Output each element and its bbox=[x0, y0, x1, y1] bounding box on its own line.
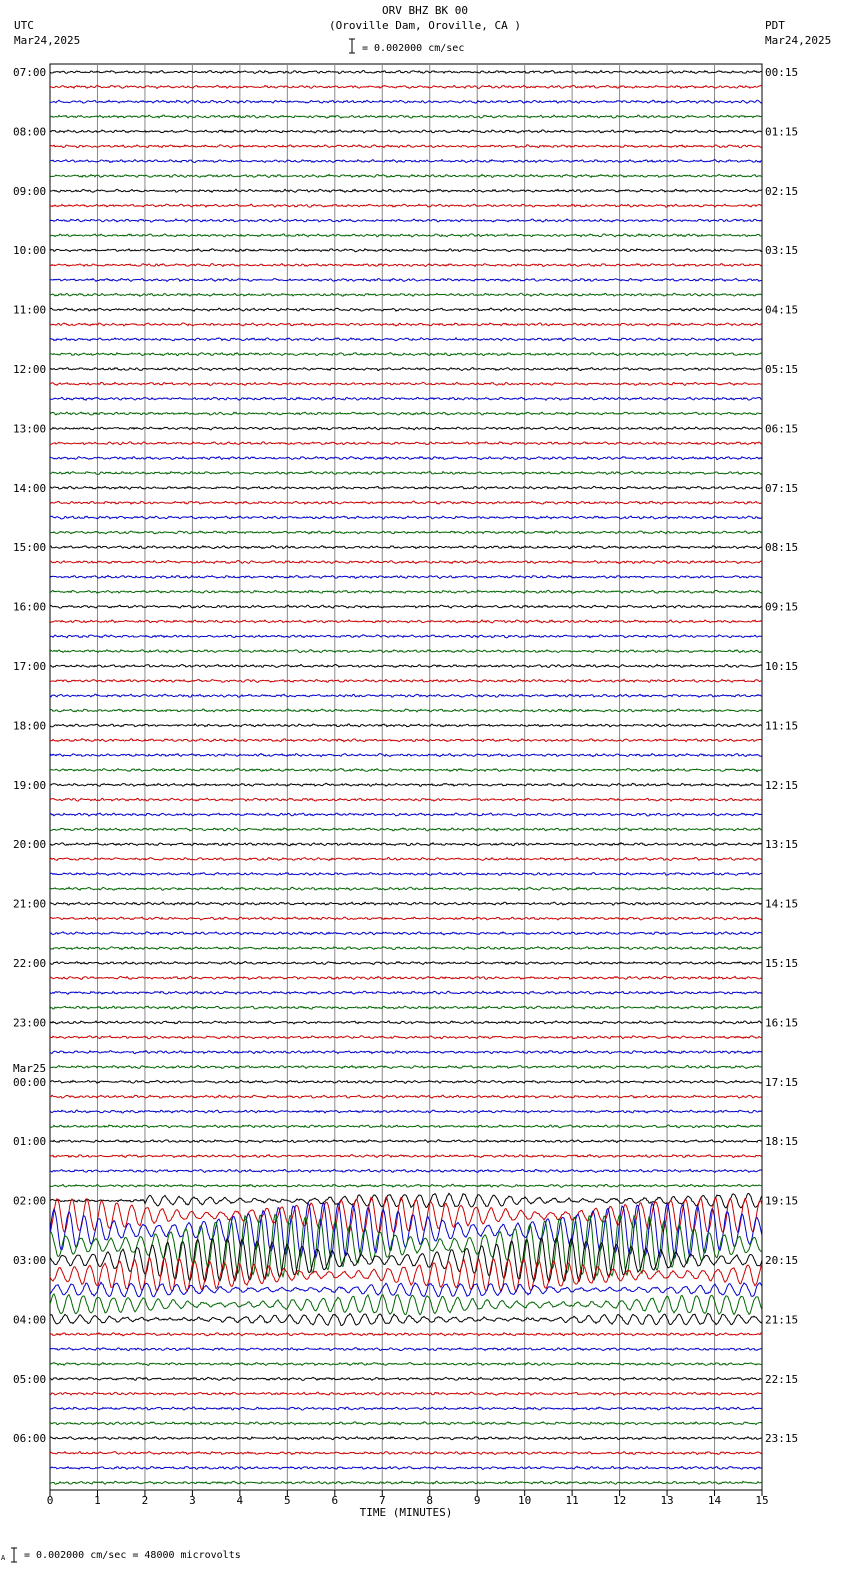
trace-line bbox=[50, 1481, 762, 1484]
trace-line bbox=[50, 1466, 762, 1469]
trace-line bbox=[50, 219, 762, 222]
trace-line bbox=[50, 1169, 762, 1172]
trace-line bbox=[50, 1437, 762, 1440]
trace-line bbox=[50, 338, 762, 341]
trace-line bbox=[50, 561, 762, 564]
utc-hour-label: 09:00 bbox=[13, 184, 47, 198]
x-tick-label: 12 bbox=[612, 1494, 627, 1507]
trace-line bbox=[50, 160, 762, 163]
x-tick-label: 11 bbox=[565, 1494, 579, 1507]
x-tick-label: 7 bbox=[378, 1494, 386, 1507]
trace-line bbox=[50, 189, 762, 192]
x-axis bbox=[47, 1490, 769, 1519]
pdt-hour-label: 23:15 bbox=[765, 1432, 799, 1446]
pdt-hour-label: 19:15 bbox=[765, 1194, 799, 1208]
trace-line bbox=[50, 798, 762, 801]
trace-line bbox=[50, 70, 762, 73]
trace-line bbox=[50, 991, 762, 994]
right-date: Mar24,2025 bbox=[765, 34, 832, 47]
trace-line bbox=[50, 145, 762, 148]
trace-line bbox=[50, 486, 762, 489]
trace-line bbox=[50, 783, 762, 786]
trace-line bbox=[50, 1313, 762, 1325]
trace-line bbox=[50, 1140, 762, 1143]
x-tick-label: 2 bbox=[141, 1494, 149, 1507]
trace-line bbox=[50, 471, 762, 474]
trace-line bbox=[50, 174, 762, 177]
x-tick-label: 9 bbox=[473, 1494, 481, 1507]
trace-line bbox=[50, 679, 762, 682]
x-tick-label: 1 bbox=[94, 1494, 101, 1507]
left-date: Mar24,2025 bbox=[14, 34, 81, 47]
pdt-hour-label: 20:15 bbox=[765, 1254, 799, 1267]
trace-line bbox=[50, 1294, 762, 1315]
utc-hour-label: 08:00 bbox=[13, 125, 47, 139]
trace-line bbox=[50, 575, 762, 578]
trace-line bbox=[50, 264, 762, 267]
x-tick-label: 8 bbox=[426, 1494, 434, 1507]
pdt-hour-label: 00:15 bbox=[765, 66, 799, 79]
utc-hour-label: 04:00 bbox=[13, 1313, 47, 1327]
x-tick-label: 0 bbox=[46, 1494, 54, 1507]
utc-hour-label: 19:00 bbox=[13, 778, 47, 792]
trace-line bbox=[50, 754, 762, 757]
pdt-hour-label: 16:15 bbox=[765, 1016, 799, 1030]
pdt-hour-label: 18:15 bbox=[765, 1135, 799, 1149]
utc-hour-label: 02:00 bbox=[13, 1194, 47, 1208]
x-tick-label: 3 bbox=[189, 1494, 196, 1507]
utc-hour-label: 23:00 bbox=[13, 1016, 47, 1030]
scale-label: = 0.002000 cm/sec bbox=[362, 43, 465, 54]
trace-line bbox=[50, 1095, 762, 1098]
trace-line bbox=[50, 1282, 762, 1296]
scale-bar-icon bbox=[349, 39, 355, 53]
trace-line bbox=[50, 204, 762, 207]
trace-line bbox=[50, 85, 762, 88]
pdt-hour-label: 03:15 bbox=[765, 244, 799, 258]
pdt-hour-label: 08:15 bbox=[765, 541, 799, 555]
utc-hour-label: 17:00 bbox=[13, 660, 47, 673]
right-timezone: PDT bbox=[765, 19, 785, 32]
trace-line bbox=[50, 115, 762, 118]
trace-line bbox=[50, 858, 762, 861]
trace-line bbox=[50, 323, 762, 326]
trace-line bbox=[50, 605, 762, 608]
trace-line bbox=[50, 1065, 762, 1068]
pdt-hour-label: 12:15 bbox=[765, 778, 799, 792]
utc-hour-labels bbox=[13, 66, 46, 1445]
x-tick-label: 10 bbox=[518, 1494, 532, 1507]
trace-line bbox=[50, 650, 762, 653]
trace-line bbox=[50, 397, 762, 400]
trace-line bbox=[50, 1377, 762, 1380]
utc-hour-label: 16:00 bbox=[13, 600, 47, 614]
trace-line bbox=[50, 1193, 762, 1208]
x-tick-label: 14 bbox=[707, 1494, 722, 1507]
trace-line bbox=[50, 382, 762, 385]
pdt-hour-label: 09:15 bbox=[765, 600, 799, 614]
trace-line bbox=[50, 457, 762, 460]
trace-line bbox=[50, 427, 762, 430]
pdt-hour-label: 17:15 bbox=[765, 1075, 799, 1089]
trace-line bbox=[50, 590, 762, 593]
trace-line bbox=[50, 1422, 762, 1425]
utc-hour-label: 14:00 bbox=[13, 481, 47, 495]
pdt-hour-label: 22:15 bbox=[765, 1372, 799, 1386]
pdt-hour-label: 04:15 bbox=[765, 303, 799, 317]
trace-line bbox=[50, 249, 762, 252]
trace-line bbox=[50, 442, 762, 445]
pdt-hour-label: 01:15 bbox=[765, 125, 799, 139]
pdt-hour-label: 02:15 bbox=[765, 184, 799, 198]
trace-line bbox=[50, 1452, 762, 1455]
trace-line bbox=[50, 278, 762, 281]
trace-line bbox=[50, 769, 762, 772]
pdt-hour-label: 11:15 bbox=[765, 719, 799, 733]
utc-hour-label: 05:00 bbox=[13, 1372, 47, 1386]
utc-hour-label: 21:00 bbox=[13, 897, 47, 911]
utc-hour-label: 12:00 bbox=[13, 363, 47, 376]
trace-line bbox=[50, 1125, 762, 1128]
utc-hour-label: 20:00 bbox=[13, 838, 47, 852]
pdt-hour-label: 14:15 bbox=[765, 897, 799, 911]
trace-line bbox=[50, 412, 762, 415]
pdt-hour-label: 10:15 bbox=[765, 660, 799, 673]
trace-line bbox=[50, 813, 762, 816]
utc-hour-label: 07:00 bbox=[13, 66, 47, 79]
utc-hour-label: 00:00 bbox=[13, 1075, 47, 1089]
pdt-hour-label: 15:15 bbox=[765, 957, 799, 970]
pdt-hour-label: 13:15 bbox=[765, 838, 799, 852]
utc-hour-label: 18:00 bbox=[13, 719, 47, 733]
pdt-hour-label: 05:15 bbox=[765, 363, 799, 376]
trace-line bbox=[50, 353, 762, 356]
trace-line bbox=[50, 1362, 762, 1365]
trace-line bbox=[50, 887, 762, 890]
trace-line bbox=[50, 1155, 762, 1158]
trace-line bbox=[50, 664, 762, 667]
trace-line bbox=[50, 620, 762, 623]
footer-scale-icon bbox=[11, 1548, 17, 1562]
trace-line bbox=[50, 932, 762, 935]
trace-line bbox=[50, 872, 762, 875]
x-tick-label: 4 bbox=[236, 1494, 244, 1507]
station-title: ORV BHZ BK 00 bbox=[381, 4, 469, 17]
trace-line bbox=[50, 961, 762, 964]
trace-line bbox=[50, 635, 762, 638]
trace-line bbox=[50, 546, 762, 549]
trace-line bbox=[50, 1080, 762, 1083]
trace-line bbox=[50, 1333, 762, 1336]
x-tick-label: 6 bbox=[331, 1494, 339, 1507]
trace-line bbox=[50, 308, 762, 311]
trace-line bbox=[50, 739, 762, 742]
pdt-hour-labels bbox=[765, 66, 798, 1445]
utc-hour-label: 15:00 bbox=[13, 541, 47, 555]
trace-line bbox=[50, 828, 762, 831]
trace-line bbox=[50, 1392, 762, 1395]
utc-hour-label: 06:00 bbox=[13, 1432, 47, 1446]
trace-line bbox=[50, 1036, 762, 1039]
trace-line bbox=[50, 368, 762, 371]
trace-line bbox=[50, 1006, 762, 1009]
utc-hour-label: 10:00 bbox=[13, 244, 47, 258]
plot-frame bbox=[50, 64, 762, 1490]
trace-line bbox=[50, 1184, 762, 1187]
utc-hour-label: 03:00 bbox=[13, 1254, 47, 1267]
trace-line bbox=[50, 1238, 762, 1281]
trace-line bbox=[50, 724, 762, 727]
left-timezone: UTC bbox=[14, 19, 34, 32]
utc-hour-label: 11:00 bbox=[13, 303, 47, 317]
utc-hour-label: 01:00 bbox=[13, 1135, 47, 1149]
x-tick-label: 13 bbox=[660, 1494, 674, 1507]
trace-line bbox=[50, 234, 762, 237]
trace-line bbox=[50, 694, 762, 697]
footer-mark: A bbox=[1, 1554, 6, 1562]
trace-line bbox=[50, 1197, 762, 1233]
trace-line bbox=[50, 1021, 762, 1024]
trace-line bbox=[50, 843, 762, 846]
pdt-hour-label: 06:15 bbox=[765, 422, 799, 436]
x-tick-label: 15 bbox=[755, 1494, 769, 1507]
pdt-hour-label: 21:15 bbox=[765, 1313, 799, 1327]
trace-line bbox=[50, 531, 762, 534]
trace-line bbox=[50, 130, 762, 133]
date-change-label: Mar25 bbox=[13, 1061, 47, 1075]
trace-line bbox=[50, 1051, 762, 1054]
pdt-hour-label: 07:15 bbox=[765, 481, 799, 495]
trace-line bbox=[50, 100, 762, 103]
trace-line bbox=[50, 1110, 762, 1113]
x-axis-label: TIME (MINUTES) bbox=[359, 1506, 453, 1519]
trace-line bbox=[50, 976, 762, 979]
plot-grid bbox=[50, 64, 762, 1490]
trace-line bbox=[50, 1407, 762, 1410]
station-location: (Oroville Dam, Oroville, CA ) bbox=[328, 19, 522, 32]
utc-hour-label: 22:00 bbox=[13, 957, 47, 970]
trace-line bbox=[50, 1348, 762, 1351]
trace-line bbox=[50, 947, 762, 950]
footer-scale-note: = 0.002000 cm/sec = 48000 microvolts bbox=[24, 1550, 241, 1561]
trace-line bbox=[50, 516, 762, 519]
trace-line bbox=[50, 917, 762, 920]
utc-hour-label: 13:00 bbox=[13, 422, 47, 436]
trace-line bbox=[50, 501, 762, 504]
trace-line bbox=[50, 709, 762, 712]
x-tick-label: 5 bbox=[284, 1494, 291, 1507]
seismic-traces bbox=[50, 70, 762, 1484]
trace-line bbox=[50, 902, 762, 905]
trace-line bbox=[50, 293, 762, 296]
trace-line bbox=[50, 1203, 762, 1258]
